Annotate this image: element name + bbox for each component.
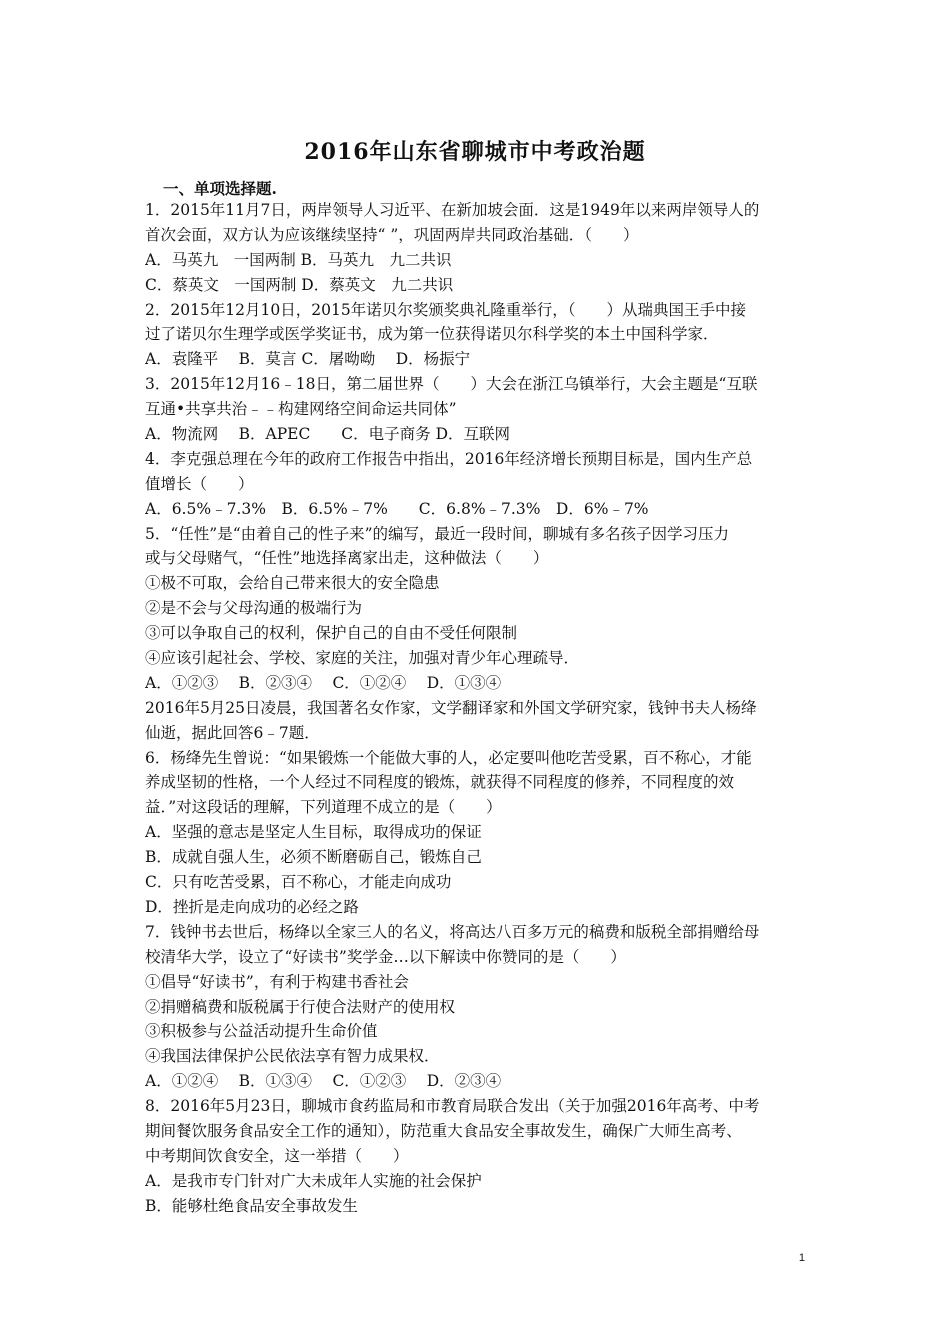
text-line: 6．杨绛先生曾说：“如果锻炼一个能做大事的人，必定要叫他吃苦受累，百不称心，才能 <box>145 748 752 767</box>
text-line: 首次会面，双方认为应该继续坚持“ ”，巩固两岸共同政治基础．（ ） <box>145 225 639 244</box>
text-line: 校清华大学，设立了“好读书”奖学金…以下解读中你赞同的是（ ） <box>145 947 626 966</box>
text-line: 7．钱钟书去世后，杨绛以全家三人的名义，将高达八百多万元的稿费和版税全部捐赠给母 <box>145 922 760 941</box>
text-line: ④应该引起社会、学校、家庭的关注，加强对青少年心理疏导． <box>145 649 580 668</box>
text-line: 养成坚韧的性格，一个人经过不同程度的锻炼，就获得不同程度的修养，不同程度的效 <box>145 773 735 792</box>
text-line: 或与父母赌气，“任性”地选择离家出走，这种做法（ ） <box>145 549 549 568</box>
text-line: ②是不会与父母沟通的极端行为 <box>145 599 363 618</box>
text-line: ①倡导“好读书”，有利于构建书香社会 <box>145 972 409 991</box>
text-line: A．是我市专门针对广大未成年人实施的社会保护 <box>145 1171 482 1190</box>
text-line: ①极不可取，会给自己带来很大的安全隐患 <box>145 574 440 593</box>
text-line: 2016年5月25日凌晨，我国著名女作家，文学翻译家和外国文学研究家，钱钟书夫人杨绛 <box>145 698 757 717</box>
text-line: C．只有吃苦受累，百不称心，才能走向成功 <box>145 873 452 892</box>
page-title: 2016年山东省聊城市中考政治题 <box>304 139 646 165</box>
page-number: 1 <box>798 1252 805 1264</box>
text-line: 3．2015年12月16﹣18日，第二届世界（ ）大会在浙江乌镇举行，大会主题是“互联 <box>145 375 758 394</box>
text-line: D．挫折是走向成功的必经之路 <box>145 897 359 916</box>
question-body <box>145 198 825 1219</box>
text-line: 仙逝，据此回答6﹣7题． <box>145 723 320 742</box>
text-line: 5．“任性”是“由着自己的性子来”的编写，最近一段时间，聊城有多名孩子因学习压力 <box>145 524 730 543</box>
text-line: A．坚强的意志是坚定人生目标，取得成功的保证 <box>145 823 482 842</box>
text-line: 过了诺贝尔生理学或医学奖证书，成为第一位获得诺贝尔科学奖的本土中国科学家． <box>145 325 719 344</box>
text-line: A．①②④ B．①③④ C．①②③ D．②③④ <box>145 1072 502 1091</box>
text-line: 期间餐饮服务食品安全工作的通知），防范重大食品安全事故发生，确保广大师生高考、 <box>145 1121 742 1140</box>
text-line: B．能够杜绝食品安全事故发生 <box>145 1196 358 1215</box>
text-line: A．马英九 一国两制 B．马英九 九二共识 <box>145 250 452 269</box>
text-line: A．袁隆平 B．莫言 C．屠呦呦 D．杨振宁 <box>145 350 471 369</box>
text-line: ②捐赠稿费和版税属于行使合法财产的使用权 <box>145 997 456 1016</box>
text-line: 4．李克强总理在今年的政府工作报告中指出，2016年经济增长预期目标是，国内生产总 <box>145 449 753 468</box>
text-line: 8．2016年5月23日，聊城市食药监局和市教育局联合发出（关于加强2016年高考、中考 <box>145 1097 760 1116</box>
text-line: 1．2015年11月7日，两岸领导人习近平、在新加坡会面．这是1949年以来两岸领导人的 <box>145 201 760 219</box>
text-line: 中考期间饮食安全，这一举措（ ） <box>145 1146 409 1165</box>
text-line: A．①②③ B．②③④ C．①②④ D．①③④ <box>145 673 502 692</box>
text-line: 2．2015年12月10日，2015年诺贝尔奖颁奖典礼隆重举行，（ ）从瑞典国王手中接 <box>145 300 746 319</box>
text-line: 值增长（ ） <box>145 474 254 493</box>
text-line: C．蔡英文 一国两制 D．蔡英文 九二共识 <box>145 275 454 294</box>
text-line: ③可以争取自己的权利，保护自己的自由不受任何限制 <box>145 624 518 643</box>
text-line: A．6.5%﹣7.3% B．6.5%﹣7% C．6.8%﹣7.3% D．6%﹣7% <box>145 499 649 518</box>
text-line: B．成就自强人生，必须不断磨砺自己，锻炼自己 <box>145 848 482 867</box>
text-line: 互通•共享共治﹣﹣构建网络空间命运共同体” <box>145 400 457 419</box>
section-heading: 一、单项选择题. <box>163 179 277 198</box>
text-line: ④我国法律保护公民依法享有智力成果权． <box>145 1047 440 1066</box>
text-line: 益．”对这段话的理解，下列道理不成立的是（ ） <box>145 798 502 817</box>
text-line: A．物流网 B．APEC C．电子商务 D．互联网 <box>145 425 511 444</box>
text-line: ③积极参与公益活动提升生命价值 <box>145 1022 378 1041</box>
